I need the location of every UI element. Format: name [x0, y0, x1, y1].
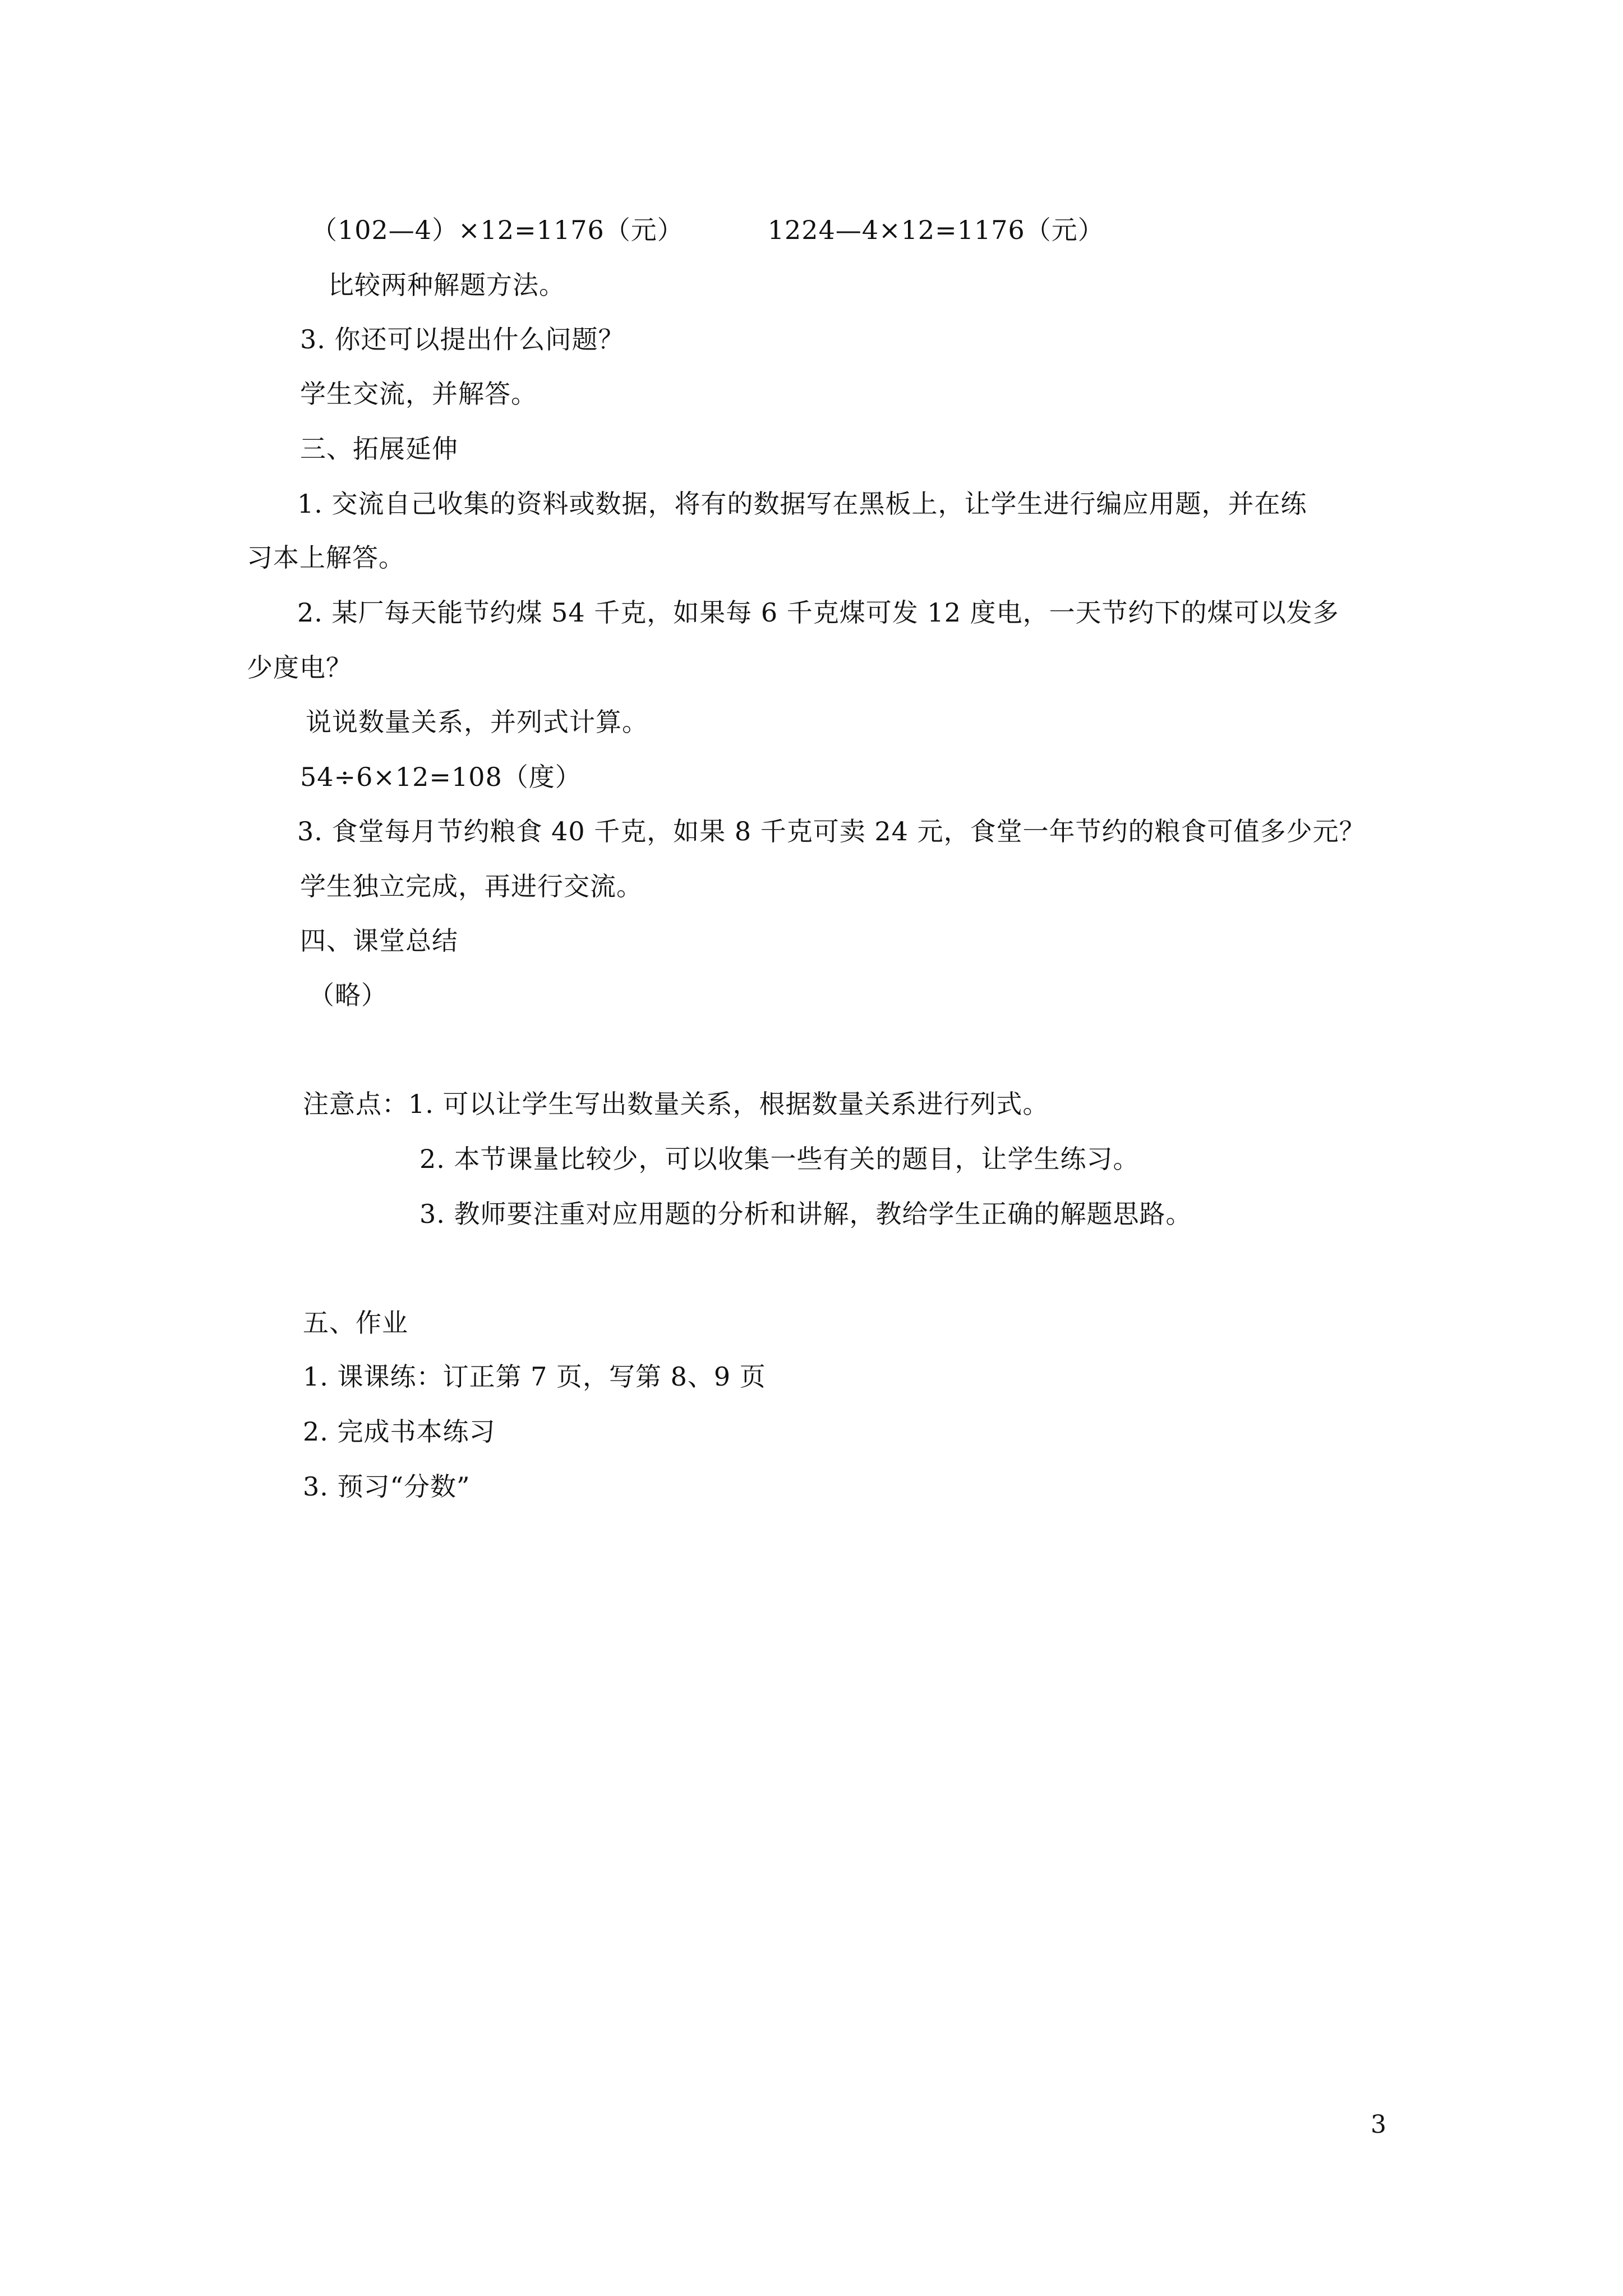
extension-1-line-2: 习本上解答。: [247, 542, 405, 573]
section-3-heading: 三、拓展延伸: [300, 434, 458, 464]
omitted-text: （略）: [308, 980, 388, 1010]
section-4-heading: 四、课堂总结: [300, 926, 458, 956]
students-independent-text: 学生独立完成，再进行交流。: [300, 871, 643, 901]
note-2: 2. 本节课量比较少，可以收集一些有关的题目，让学生练习。: [419, 1144, 1140, 1174]
extension-2-line-1: 2. 某厂每天能节约煤 54 千克，如果每 6 千克煤可发 12 度电，一天节约下的煤可以发多: [297, 597, 1339, 628]
section-5-heading: 五、作业: [303, 1308, 408, 1338]
formula-line: [311, 213, 1104, 247]
homework-1: 1. 课课练：订正第 7 页，写第 8、9 页: [303, 1361, 766, 1392]
question-3: 3. 你还可以提出什么问题？: [300, 324, 625, 355]
note-3: 3. 教师要注重对应用题的分析和讲解，教给学生正确的解题思路。: [419, 1199, 1192, 1229]
formula-method-b: 1224—4×12=1176（元）: [767, 215, 1104, 245]
formula-method-a: （102—4）×12=1176（元）: [311, 215, 684, 245]
homework-2: 2. 完成书本练习: [303, 1416, 496, 1447]
say-relation-text: 说说数量关系，并列式计算。: [306, 707, 648, 737]
compare-methods-text: 比较两种解题方法。: [328, 270, 565, 300]
page-number: 3: [1371, 2110, 1386, 2139]
extension-3: 3. 食堂每月节约粮食 40 千克，如果 8 千克可卖 24 元，食堂一年节约的粮食可值多少元？: [297, 816, 1366, 846]
extension-1-line-1: 1. 交流自己收集的资料或数据，将有的数据写在黑板上，让学生进行编应用题，并在练: [297, 489, 1307, 519]
students-exchange-text: 学生交流，并解答。: [300, 379, 537, 409]
notes-label: 注意点：: [303, 1089, 408, 1119]
note-1: 1. 可以让学生写出数量关系，根据数量关系进行列式。: [408, 1089, 1049, 1119]
notes-line-1: [303, 1087, 1049, 1121]
extension-2-line-2: 少度电？: [247, 652, 352, 683]
formula-coal: 54÷6×12=108（度）: [300, 762, 582, 792]
homework-3: 3. 预习“分数”: [303, 1471, 471, 1502]
